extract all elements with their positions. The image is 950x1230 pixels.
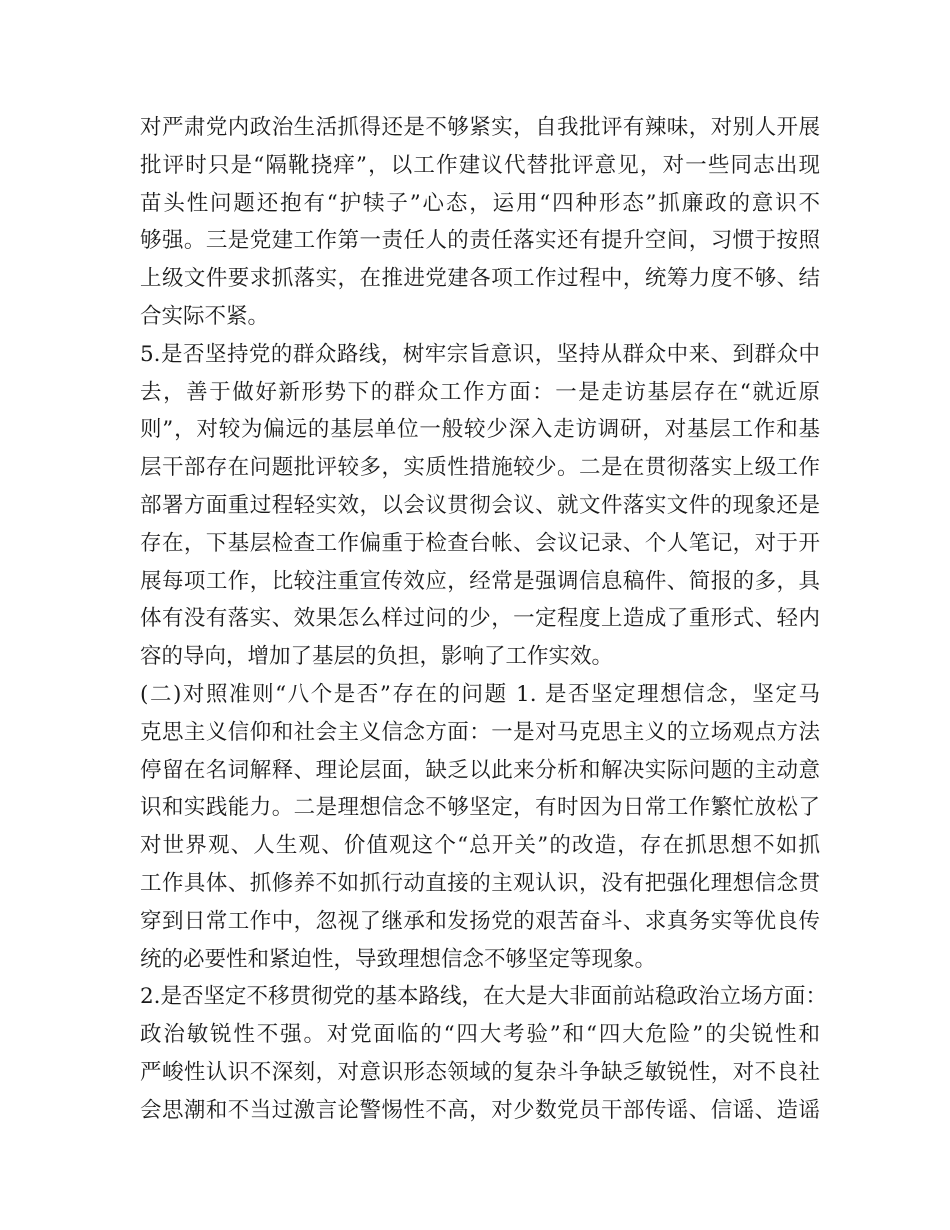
text-line: 2.是否坚定不移贯彻党的基本路线，在大是大非面前站稳政治立场方面：	[140, 984, 828, 1010]
text-line: 严峻性认识不深刻，对意识形态领域的复杂斗争缺乏敏锐性，对不良社	[140, 1059, 820, 1085]
text-line: 识和实践能力。二是理想信念不够坚定，有时因为日常工作繁忙放松了	[140, 795, 820, 821]
text-line: 展每项工作，比较注重宣传效应，经常是强调信息稿件、简报的多，具	[140, 568, 820, 594]
text-line: 体有没有落实、效果怎么样过问的少，一定程度上造成了重形式、轻内	[140, 606, 820, 632]
text-line: 穿到日常工作中，忽视了继承和发扬党的艰苦奋斗、求真务实等优良传	[140, 908, 820, 934]
document-body	[140, 109, 828, 1130]
text-line: 克思主义信仰和社会主义信念方面：一是对马克思主义的立场观点方法	[140, 719, 820, 745]
text-line: 停留在名词解释、理论层面，缺乏以此来分析和解决实际问题的主动意	[140, 757, 820, 783]
text-line: 政治敏锐性不强。对党面临的“四大考验”和“四大危险”的尖锐性和	[140, 1022, 820, 1048]
text-line: 会思潮和不当过激言论警惕性不高，对少数党员干部传谣、信谣、造谣	[140, 1097, 820, 1123]
text-line: 去，善于做好新形势下的群众工作方面：一是走访基层存在“就近原	[140, 379, 820, 405]
text-line: 对世界观、人生观、价值观这个“总开关”的改造，存在抓思想不如抓	[140, 833, 820, 859]
text-line: 部署方面重过程轻实效，以会议贯彻会议、就文件落实文件的现象还是	[140, 492, 820, 518]
text-line: 苗头性问题还抱有“护犊子”心态，运用“四种形态”抓廉政的意识不	[140, 190, 820, 216]
text-line: 合实际不紧。	[140, 303, 270, 329]
text-line: 容的导向，增加了基层的负担，影响了工作实效。	[140, 644, 614, 670]
text-line: 批评时只是“隔靴挠痒”，以工作建议代替批评意见，对一些同志出现	[140, 152, 820, 178]
text-line: 5.是否坚持党的群众路线，树牢宗旨意识，坚持从群众中来、到群众中	[140, 341, 820, 367]
text-line: 层干部存在问题批评较多，实质性措施较少。二是在贯彻落实上级工作	[140, 455, 820, 481]
text-line: 上级文件要求抓落实，在推进党建各项工作过程中，统筹力度不够、结	[140, 266, 820, 292]
text-line: 则”，对较为偏远的基层单位一般较少深入走访调研，对基层工作和基	[140, 417, 820, 443]
text-line: 统的必要性和紧迫性，导致理想信念不够坚定等现象。	[140, 946, 657, 972]
text-line: 对严肃党内政治生活抓得还是不够紧实，自我批评有辣味，对别人开展	[140, 115, 820, 140]
text-line: 够强。三是党建工作第一责任人的责任落实还有提升空间，习惯于按照	[140, 228, 820, 254]
text-line: 工作具体、抓修养不如抓行动直接的主观认识，没有把强化理想信念贯	[140, 870, 820, 896]
text-line: (二)对照准则“八个是否”存在的问题 1. 是否坚定理想信念，坚定马	[140, 681, 820, 707]
text-line: 存在，下基层检查工作偏重于检查台帐、会议记录、个人笔记，对于开	[140, 530, 820, 556]
